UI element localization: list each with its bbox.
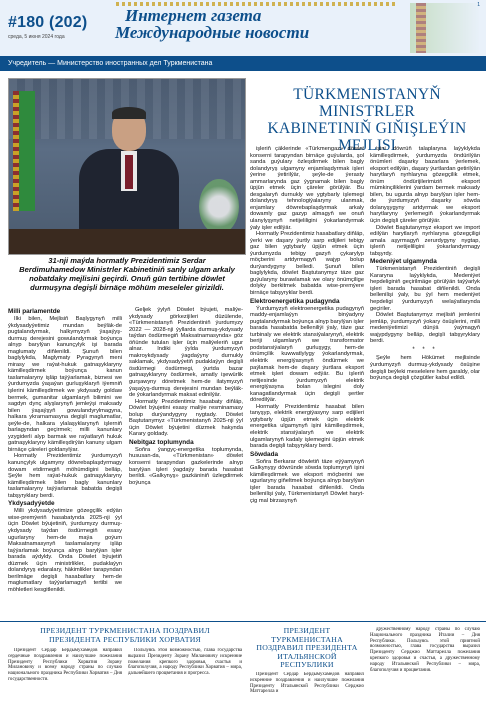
paragraph: дружественному народу страны по случаю Национального праздника Италии – Дня Республики. Пользуясь этой приятной возможностью, глава государства выразил Президенту Серджио Маттарелла пожелания крепкого здоровья и счастья, а дружественному народу Итальянской Республики – мира, благополучия и процветания. <box>370 627 480 673</box>
newspaper-title-line2: Международные новости <box>115 23 310 42</box>
section-divider-stars: * * * <box>412 346 438 353</box>
paragraph: Türkmenistanyň Prezidentiniň degişli Kararyna laýyklykda, Medeniýet hepdeliginiň geçirilmäge görülýän taýýarlyk işleri barada hasabat diňlenildi. Onda bellenilişi ýaly, bu ýyl hem medeniýet hepdeligi ýurdumyzyň welaýatlarynda geçiriler. <box>370 266 480 312</box>
photo-flowers <box>199 179 239 234</box>
section-heading: Nebitgaz toplumynda <box>129 438 194 446</box>
section-heading: Medeniýet ulgamynda <box>370 258 437 266</box>
paragraph: Soňra ýangyç-energetika toplumynda, hususan-da, «Türkmenistan» döwlet konserni tarapyndan gazkelerinde alnyp barylýan işleri ýagdaýy barada hasabat berildi. «Galkynyş» gazkäniniň üzlegdirmek boýunça <box>129 446 243 486</box>
story1-column-1 <box>8 648 122 703</box>
founder-line: Учредитель — Министерство иностранных дел Туркменистана <box>0 56 486 71</box>
paragraph: Milli ykdysadyýetimize gözegçilik edýän wise-premýeriň hasabatynda 2025-nji ýyl üçin Döwlet býujetiniň, ýurdumyzy durmuş-ykdysady taýdan ösdürmegiň esasy ugurlaryny hem-de maýa goýum Maksatnamasynyň taslamalaryny işläp taýýarlamak boýunça alnyp barylýan işler barada aýdyldy. Onda Döwlet býujetiň düzmek üçin ministrlikler, pudaklaýyn dolandyryş edaralary, häkimlikler tarapyndan berilmäge degişli hasabatlary hem-de maglumatlary taýýarlamagyň tertibi we möhletleri kesgitlenildi. <box>8 508 122 593</box>
paragraph: Geljek ýylyň Döwlet býujeti, maliýe-ykdysady görkezijileri düzülende, «Türkmenistanyň Prezidentiniň ýurdumyzy 2022 — 2028-nji ýyllarda durmuş-ykdysady taýdan ösdürmegiň Maksatnamasynda» göz öňünde tutulan işler üçin maliýeleriň ugur alnar. Indiki ýylda ýurdumyzyň makroykdysady ýagdaýyny durnukly saklamak, ykdysadyýetiň pudaklaýyn degişli ösdürmegi ösdürmegi, ýurtda bazar gatnaşyklaryny ösdürmek, amatly işewürlik gurşawyny döretmek hem-de ilatymyzyň ýaşaýyş-durmuş derejesini mundan beýläk-de ýokarlandyrmak maksat edinilýär. <box>129 307 243 399</box>
paragraph: Президент Сердар Бердымухамедов направил искренние поздравления и наилучшие пожелания Президенту Итальянской Республики Серджио Маттарелла и <box>250 672 364 695</box>
story2-headline-line4: ИТАЛЬЯНСКОЙ <box>277 651 337 661</box>
photo-desk <box>9 229 245 254</box>
story2-headline-line5: РЕСПУБЛИКИ <box>280 660 334 670</box>
story2-column-1 <box>250 672 364 703</box>
paragraph: Пользуясь этой возможностью, глава государства выразил Президенту Зорану Милановичу искренние пожелания крепкого здоровья, счастья и благополучия, а народу Республики Хорватия – мира, дальнейшего процветания и прогресса. <box>128 648 242 677</box>
issue-number: #180 (202) <box>8 14 88 31</box>
story1-headline-line1: ПРЕЗИДЕНТ ТУРКМЕНИСТАНА ПОЗДРАВИЛ <box>40 626 210 635</box>
story2-headline-line2: ТУРКМЕНИСТАНА <box>271 634 343 644</box>
newspaper-title-line1: Интернет газета <box>125 6 262 25</box>
story2-headline <box>250 627 364 670</box>
photo-caption: 31-nji maýda hormatly Prezidentimiz Serdar Berdimuhamedow Ministrler Kabinetiniň sanly ulgam arkaly nobatdaky mejlisini geçirdi. Onuň gün tertibine döwlet durmuşyna degişli birnäçe möhüm meseleler girizildi. <box>19 256 235 292</box>
flag-ornament-strip <box>416 3 426 53</box>
headline-line3: MEJLISI <box>338 137 396 154</box>
paragraph: Hormatly Prezidentimiz hasabat bilen tanyşyp, elektrik energiýasyny sarp edijileri ygtybarly üpjün etmek üçin elektrik energetika ulgamynyň işini kämilleşdirmek, elektrik stansiýalaryň we elektrik ulgamlarynyň kadaly işlemegini üpjün etmek barada degişli tabşyryklary berdi. <box>250 403 364 450</box>
story2-headline-line1: ПРЕЗИДЕНТ <box>283 626 331 635</box>
photo-hair <box>112 107 146 119</box>
lead-photo <box>8 78 246 255</box>
article-column-2 <box>129 307 243 619</box>
story1-headline <box>8 627 242 644</box>
story1-column-2 <box>128 648 242 703</box>
article-column-3 <box>250 146 364 619</box>
paragraph: Döwlet Baştutanymyz mejlisiň jemlerini jemläp, ýurdumyzyň ýokary ösüşlerini, milli medeniýetimizi dünýä ýaýmagyň wajypdygyny belläp, degişli tabşyryklary berdi. <box>370 312 480 345</box>
section-divider <box>0 621 486 622</box>
paragraph: Hormatly Prezidentimiz ýurdumyzyň kanunçylyk ulgamyny döwrebaplaşdyrmagy dowam etdirmegiň möhümdigini belläp, Şeýle hem raýat-hukuk gatnaşyklaryny kämilleşdirmek bilen bagly kanunlary taslamalaryny taýýarlamak babatda degişli tabşyryklary berdi. <box>8 453 122 499</box>
paragraph: işini döwrüň talaplaryna laýyklykda kämilleşdirmek, ýurdumyzda öndürilýän önümleri daşarky bazarlara ýerlemek, eksport edilýän, daşary ýurtlardan getirilýän harytlaryň nyrhlaryna gözegçilik etmek, önüm öndürijilerimiziň eksport mümkinçiliklerini ýardam bermek maksady bilen, bu ugurda alnyp barylýan işler hem-de ýurdumyzyň daşarky söwda dolanyşygyny artdyrmak we eksport harytlaryny ýerlemegiň ýokarlandyrmak üçin degişli çäreler görülýär. <box>370 146 480 225</box>
article-column-4 <box>370 146 480 619</box>
paragraph: Президент Сердар Бердымухамедов направил сердечные поздравления и наилучшие пожелания Президенту Республики Хорватия Зорану Милановичу и всему народу страны по случаю национального праздника Республики Хорватия – Дня государственности. <box>8 648 122 682</box>
page-number: 1 <box>477 2 480 8</box>
flag-graphic <box>410 3 480 53</box>
section-heading: Söwdada <box>250 450 279 458</box>
headline-line2: KABINETINIŇ GIŇIŞLEÝIN <box>267 120 467 137</box>
story2-column-2 <box>370 627 480 703</box>
paragraph: işleriň çäklerinde «Türkmengaz» döwlet konserni tarapyndan birnäçe guýularda, şol sanda guýulary özleşdirmek bilen bagly dolandyryş ulgamyny enjamlaşdyrmak işleri ýerine ýetirilýär, şeýle-de ýerasty ammarlarynda gaz ýygnamak bilen bagly üpjün etmek üçin çäreler görülýär. Bu desgalaryň durnukly we ygtybarly işlemegi dolandyryş tehnologiýalaryny ulanmak, enjamlary döwrebaplaşdyrmak arkaly dowamly gaz gazyp almagyň we onuň ulanylyşynyň netijeliligini ýokarlandyrmak ýaly işler edilýär. <box>250 146 364 231</box>
story2-headline-line3: ПОЗДРАВИЛ ПРЕЗИДЕНТА <box>256 643 358 653</box>
section-heading: Ykdysadyýetde <box>8 500 55 508</box>
paragraph: Soňra Berkarar döwletiň täze eýýamynyň Galkynyşy döwründe söwda toplumynyň işini kämilleşdirmek we eksport möçberini we ugurlaryny giňeltmek boýunça alnyp barylýan işler barada hasabat diňlenildi. Onda bellenilişi ýaly, Türkmenistanyň Döwlet haryt-çig mal birzasynyň <box>250 458 364 504</box>
paragraph: Hormatly Prezidentimiz hasabatlary diňläp, ýerki we daşary ýurtly sarp edijileri tebigy gaz bilen ygtybarly üpjün etmek üçin ýurdumyzda tebigy gazyň çykarylyp möçberini artdyrmagyň wajyp bolup durýandygyny belledi. Şunuň bilen baglylykda, döwlet Baştutanymyz täze gaz guýularyny burawlamak we olary önümçilige dolyky berkitmek babatda wise-premýere birnäçe tabşyryklar berdi. <box>250 231 364 297</box>
article-column-1 <box>8 307 122 619</box>
headline-line1: TÜRKMENISTANYŇ MINISTRLER <box>293 86 441 120</box>
issue-date: среда, 5 июня 2024 года <box>8 34 65 40</box>
section-heading: Elektroenergetika pudagynda <box>250 297 340 305</box>
paragraph: Hormatly Prezidentimiz hasabaty diňläp, Döwlet býujetini esasy maliýe resminamasy bolup durýandygyny nygtady. Döwlet Baştutanymyz «Türkmenistanyň 2025-nji ýyl üçin Döwlet býujetini düzmek hakynda Karary goldady. <box>129 398 243 438</box>
lead-headline <box>252 86 482 155</box>
masthead <box>0 0 486 57</box>
paragraph: Döwlet Baştutanymyz eksport we import edilýän harytlaryň nyrhlaryna gözegçiligi amala aşyrmagyň zerurdygyny nygtap, işleriň netijeliligini ýokarlandyrmagy tabşyrdy. <box>370 224 480 257</box>
paragraph: Ýurdumyzyň elektroenergetika pudagynyň maddy-enjamlaýyn binýadyny pugtalandyrmak boýunça alnyp barylýan işler barada hasabatda belleniliýi ýaly, täze gaz turbinaly we elektrik stansiýalarynyň, elektrik beriji ulgamlaryň we transformator podstansiýalaryň gurluşygy, hem-de önümçilik kuwwatlylygy ýokarlandyrmak, elektrik energiýasynyň öndürmek we paýlamak hem-de daşary ýurtlara eksport etmek işleri dowam edýär. Bu işleriň netijesinde ýurdumyzyň elektrik energiýasyna bolan islegini doly kanagatlandyrmak üçin degişli şertler döredilýär. <box>250 305 364 404</box>
paragraph: Şeýle hem Hökümet mejlisinde ýurdumyzyň durmuş-ykdysady ösüşine degişli beýleki meselelere hem garaldy, olar boýunça degişli çözgütler kabul edildi. <box>370 355 480 382</box>
story1-headline-line2: ПРЕЗИДЕНТА РЕСПУБЛИКИ ХОРВАТИЯ <box>49 634 201 644</box>
paragraph: Ilki bilen, Mejlisiň Başlygynyň milli ýkdysadyýetimiz mundan beýläk-de pugtalandyrmak, halkymyzyň ýaşaýyş-durmuş derejesini gowulandyrmak boýunça alnyp barylýan kanunçylyk işi barada maglumaty diňlenildi. Şunuň bilen baglylykda, Maglymaty Pyragynyň meni mirasy we raýat-hukuk gatnaşyklaryny kämilleşdirmek boýunça kanun taslamalaryny işläp taýýarlamak, biznesi we ýurdumyzda ýaşaýan gurluşyklaryň iýemniň işlerini kämilleşdirmek we ykdysady goldaw bermek, gumanitar ulgamlaryň bilimini we sagdyn dynç alyşlarynyň jemleýşi maksady bilen ýaşaýşyň gowulandyrylmagyna, halkara ykrarnamasyna degişli maglumatlar, şeýle-de, halkara ylalaşyklarynyň işlerniň barlagyndan geçirmek; milli kanunlary yzygiderli alyp barmak we raýatlaryň hukuk gatnaşyklaryny kämilleşdirýän kanuny ulgam birnäçe çäreleri goldanylýar. <box>8 316 122 453</box>
section-heading: Milli parlamentde <box>8 308 61 315</box>
photo-tie <box>125 155 133 189</box>
photo-flag <box>13 91 35 211</box>
